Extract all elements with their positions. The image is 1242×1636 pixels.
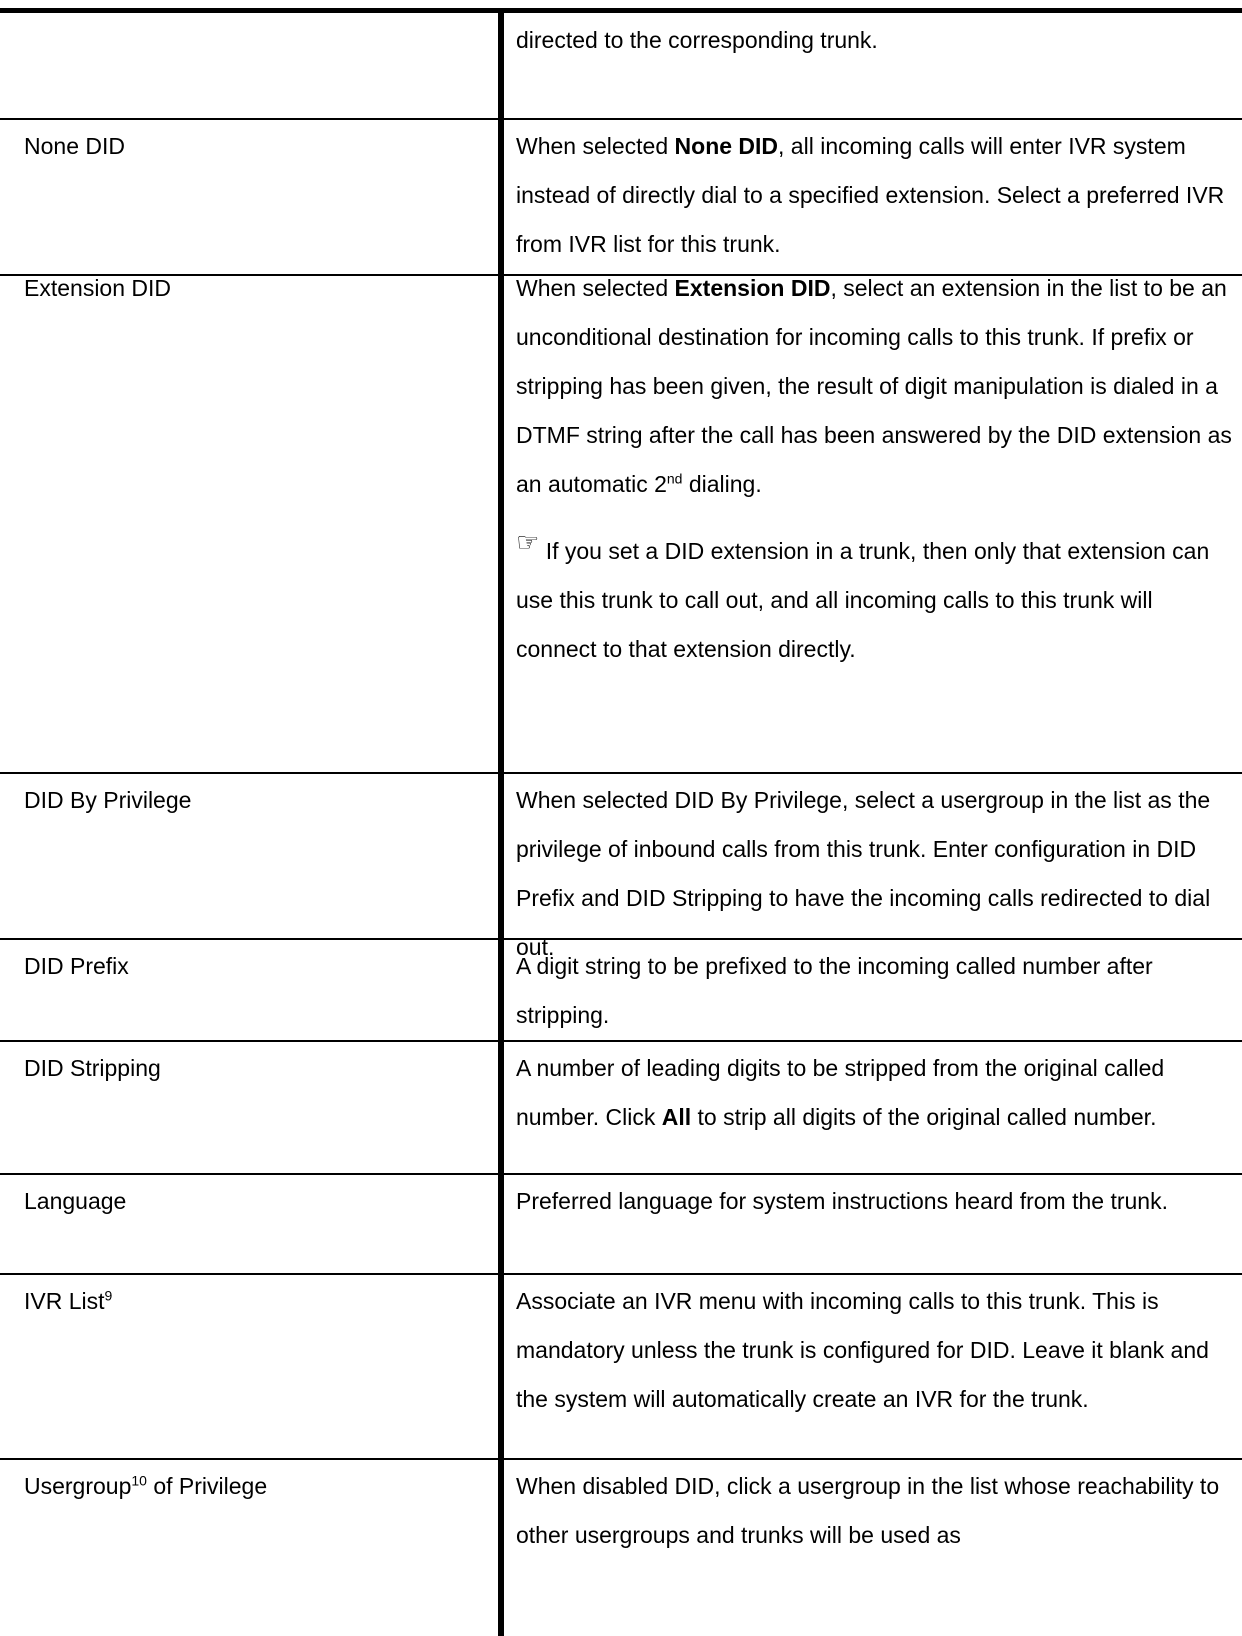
bold-term: None DID — [674, 133, 779, 159]
row-0-description — [516, 16, 1232, 65]
paragraph — [516, 1277, 1232, 1424]
row-did-prefix-label — [24, 942, 484, 991]
text-run: If you set a DID extension in a trunk, then only that extension can use this trunk to call out, and all incoming calls to this trunk will connect to that extension directly. — [516, 538, 1210, 662]
row-language-label — [24, 1177, 484, 1226]
bold-term: Extension DID — [674, 275, 831, 301]
row-divider — [0, 1173, 1242, 1175]
text-run: When selected — [516, 133, 675, 159]
paragraph — [516, 16, 1232, 65]
text-run: , all incoming calls will enter IVR system instead of directly dial to a specified extension. Select a preferred IVR from IVR list for this trunk. — [516, 133, 1225, 257]
row-extension-did-description — [516, 264, 1232, 674]
text-run: DID Prefix — [24, 953, 129, 979]
row-extension-did-label — [24, 264, 484, 313]
text-run: DID Stripping — [24, 1055, 161, 1081]
row-divider — [0, 772, 1242, 774]
text-run: When disabled DID, click a usergroup in the list whose reachability to other usergroups and trunks will be used as — [516, 1473, 1220, 1548]
footnote-marker: 10 — [131, 1472, 147, 1489]
text-run: When selected DID By Privilege, select a usergroup in the list as the privilege of inbound calls from this trunk. Enter configuration in DID Prefix and DID Stripping to have the incoming calls redirected to dial out. — [516, 787, 1211, 960]
row-did-stripping-label — [24, 1044, 484, 1093]
pointing-hand-icon: ☞ — [516, 528, 540, 558]
bold-term: All — [661, 1104, 692, 1130]
row-divider — [0, 1273, 1242, 1275]
row-divider — [0, 1458, 1242, 1460]
row-did-prefix-description — [516, 942, 1232, 1040]
text-run: directed to the corresponding trunk. — [516, 27, 878, 53]
row-divider — [0, 1040, 1242, 1042]
footnote-marker: nd — [666, 470, 683, 487]
row-did-stripping-description — [516, 1044, 1232, 1142]
paragraph — [516, 264, 1232, 509]
text-run: None DID — [24, 133, 125, 159]
row-ivr-list-label — [24, 1277, 484, 1326]
text-run: When selected — [516, 275, 675, 301]
row-none-did-label — [24, 122, 484, 171]
text-run: Extension DID — [24, 275, 172, 301]
row-divider — [0, 118, 1242, 120]
row-usergroup-of-privilege-description — [516, 1462, 1232, 1560]
text-run: Usergroup — [24, 1473, 132, 1499]
text-run: A number of leading digits to be stripped from the original called number. Click — [516, 1055, 1165, 1130]
text-run: to strip all digits of the original called number. — [691, 1104, 1157, 1130]
row-ivr-list-description — [516, 1277, 1232, 1424]
text-run: IVR List — [24, 1288, 105, 1314]
row-usergroup-of-privilege-label — [24, 1462, 484, 1511]
text-run: of Privilege — [146, 1473, 268, 1499]
paragraph — [516, 122, 1232, 269]
paragraph — [516, 1044, 1232, 1142]
text-run: DID By Privilege — [24, 787, 192, 813]
text-run: , select an extension in the list to be an unconditional destination for incoming calls to this trunk. If prefix or stripping has been given, the result of digit manipulation is dialed in a DTMF string after the call has been answered by the DID extension as an automatic 2 — [516, 275, 1232, 497]
text-run: Language — [24, 1188, 127, 1214]
footnote-marker: 9 — [104, 1287, 113, 1304]
text-run: Preferred language for system instructions heard from the trunk. — [516, 1188, 1168, 1214]
row-none-did-description — [516, 122, 1232, 269]
text-run: dialing. — [682, 471, 762, 497]
paragraph — [516, 942, 1232, 1040]
text-run: Associate an IVR menu with incoming calls to this trunk. This is mandatory unless the trunk is configured for DID. Leave it blank and the system will automatically create an IVR for the trunk. — [516, 1288, 1209, 1412]
paragraph — [516, 527, 1232, 674]
row-did-by-privilege-label — [24, 776, 484, 825]
column-divider — [498, 8, 504, 1636]
paragraph — [516, 1177, 1232, 1226]
text-run: A digit string to be prefixed to the incoming called number after stripping. — [516, 953, 1153, 1028]
top-rule — [0, 8, 1242, 13]
paragraph — [516, 1462, 1232, 1560]
row-language-description — [516, 1177, 1232, 1226]
